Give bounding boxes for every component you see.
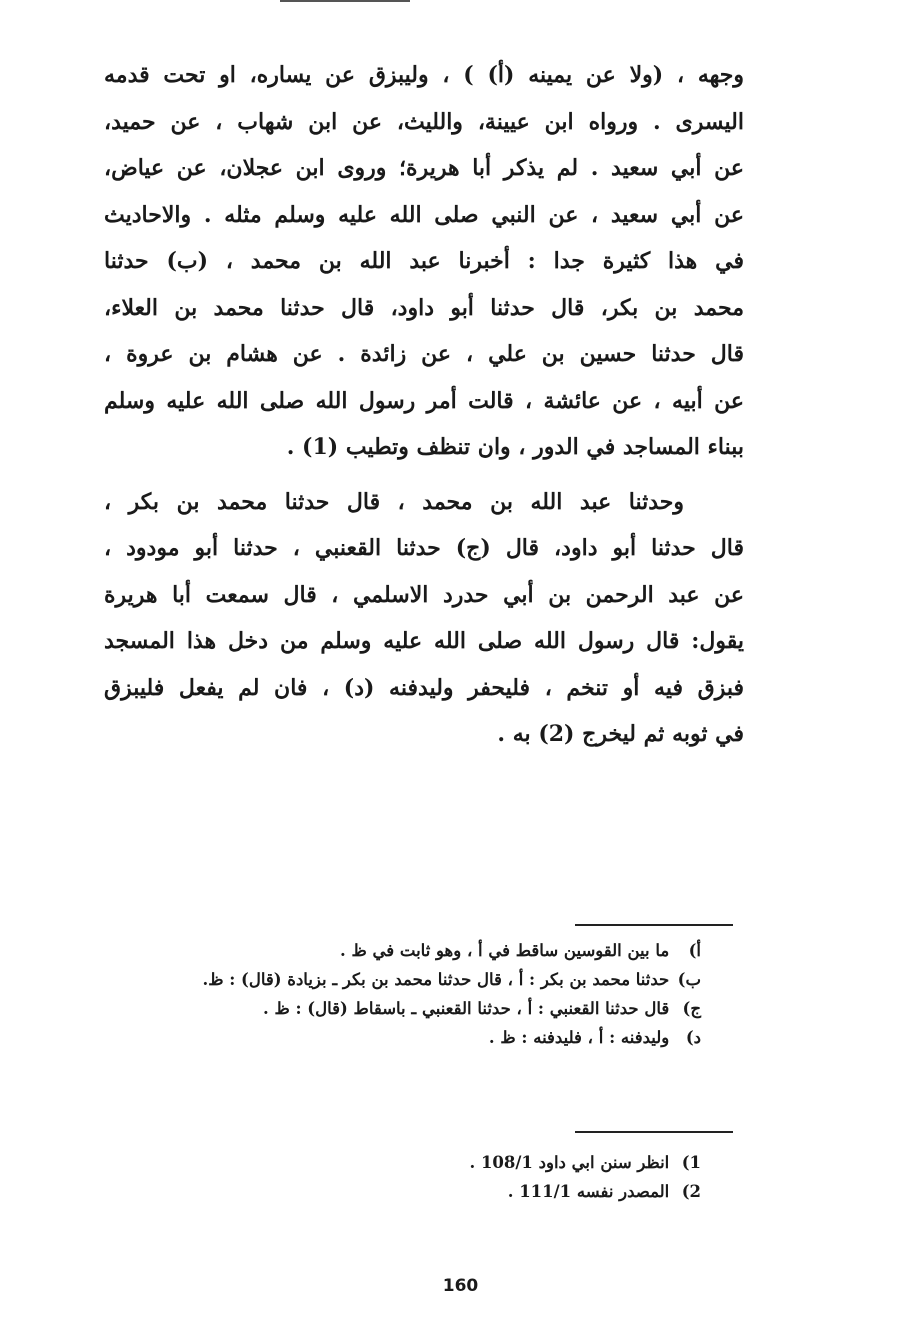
footnote-separator — [575, 1131, 733, 1133]
variant-notes — [101, 936, 701, 1052]
source-notes — [101, 1148, 701, 1206]
footnote-mark: ب) — [677, 970, 701, 989]
footnote-mark: د) — [685, 1028, 701, 1047]
footnote-mark: 2) — [681, 1182, 701, 1201]
footnote-mark: أ) — [688, 941, 701, 960]
footnote-mark: 1) — [681, 1153, 701, 1172]
footnote-item — [101, 965, 701, 994]
footnote-text: وليدفنه : أ ، فليدفنه : ظ . — [488, 1028, 670, 1047]
text-line: وحدثنا عبد الله بن محمد ، قال حدثنا محمد بن بكر ، — [104, 488, 684, 515]
footnote-item — [101, 936, 701, 965]
footnote-item — [101, 1148, 701, 1177]
text-line: اليسرى . ورواه ابن عيينة، والليث، عن ابن شهاب ، عن حميد، — [104, 108, 744, 135]
text-line: ببناء المساجد في الدور ، وان تنظف وتطيب (1) . — [286, 434, 744, 460]
footnote-text: حدثنا محمد بن بكر : أ ، قال حدثنا محمد بن بكر ـ بزيادة (قال) : ظ. — [202, 970, 670, 989]
text-line: في هذا كثيرة جدا : أخبرنا عبد الله بن محمد ، (ب) حدثنا — [104, 248, 744, 274]
footnote-mark: ج) — [682, 999, 701, 1018]
text-line: عن أبي سعيد ، عن النبي صلى الله عليه وسلم مثله . والاحاديث — [104, 201, 744, 228]
text-line: عن أبي سعيد . لم يذكر أبا هريرة؛ وروى ابن عجلان، عن عياض، — [104, 155, 744, 181]
text-line: عن أبيه ، عن عائشة ، قالت أمر رسول الله صلى الله عليه وسلم — [104, 387, 744, 414]
text-line: محمد بن بكر، قال حدثنا أبو داود، قال حدثنا محمد بن العلاء، — [104, 294, 745, 321]
text-line: وجهه ، (ولا عن يمينه (أ) ) ، وليبزق عن يساره، او تحت قدمه — [104, 62, 744, 88]
footnote-text: انظر سنن ابي داود 108/1 . — [469, 1153, 670, 1172]
text-line: عن عبد الرحمن بن أبي حدرد الاسلمي ، قال سمعت أبا هريرة — [104, 581, 744, 608]
text-line: فبزق فيه أو تنخم ، فليحفر وليدفنه (د) ، فان لم يفعل فليبزق — [104, 674, 744, 701]
footnote-separator — [575, 924, 733, 926]
footnote-item — [101, 1177, 701, 1206]
text-line: في ثوبه ثم ليخرج (2) به . — [497, 721, 744, 747]
text-line: قال حدثنا أبو داود، قال (ج) حدثنا القعنبي ، حدثنا أبو مودود ، — [104, 535, 744, 561]
paragraph-2 — [104, 479, 744, 758]
footnote-text: المصدر نفسه 111/1 . — [507, 1182, 670, 1201]
footnote-text: ما بين القوسين ساقط في أ ، وهو ثابت في ظ . — [340, 941, 670, 960]
paragraph-1 — [104, 52, 744, 471]
top-edge-mark — [280, 0, 410, 6]
footnote-text: قال حدثنا القعنبي : أ ، حدثنا القعنبي ـ باسقاط (قال) : ظ . — [262, 999, 670, 1018]
footnote-item — [101, 994, 701, 1023]
text-line: قال حدثنا حسين بن علي ، عن زائدة . عن هشام بن عروة ، — [104, 341, 744, 367]
page-number: 160 — [442, 1276, 479, 1296]
main-text — [104, 52, 744, 758]
text-line: يقول: قال رسول الله صلى الله عليه وسلم من دخل هذا المسجد — [104, 628, 744, 654]
footnote-item — [101, 1023, 701, 1052]
